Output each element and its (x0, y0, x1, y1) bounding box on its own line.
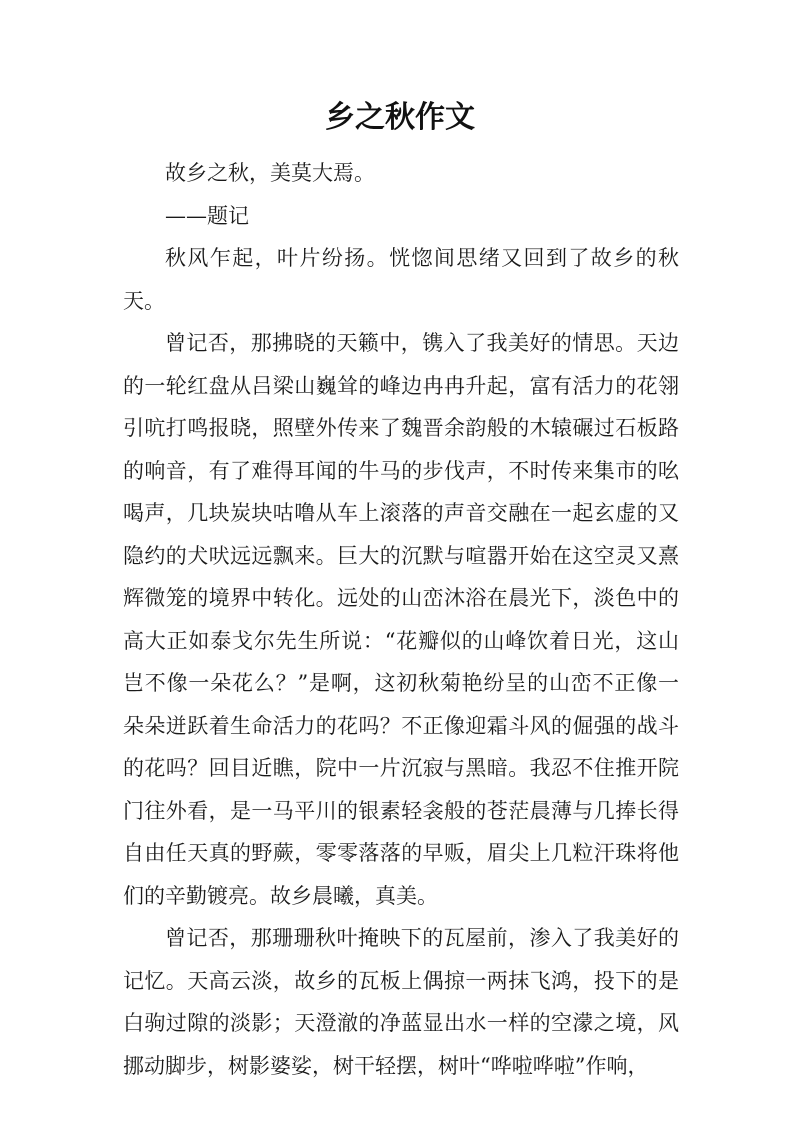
paragraph-epigraph: 故乡之秋，美莫大焉。 (165, 161, 375, 185)
paragraph-epigraph-attribution: ——题记 (165, 203, 249, 228)
document-title: 乡之秋作文 (325, 100, 475, 135)
paragraph-dawn: 曾记否，那拂晓的天籁中，镌入了我美好的情思。天边的一轮红盘从吕梁山巍耸的峰边冉冉升起，富有活力的花翎引吭打鸣报晓，照壁外传来了魏晋余韵般的木辕碾过石板路的响音，有了难得耳闻的牛马的步伐声，不时传来集市的吆喝声，几块炭块咕噜从车上滚落的声音交融在一起玄虚的又隐约的犬吠远远飘来。巨大的沉默与喧嚣开始在这空灵又熹辉微笼的境界中转化。远处的山峦沐浴在晨光下，淡色中的高大正如泰戈尔先生所说：“花瓣似的山峰饮着日光，这山岂不像一朵花么？”是啊，这初秋菊艳纷呈的山峦不正像一朵朵迸跃着生命活力的花吗？不正像迎霜斗风的倔强的战斗的花吗？回目近瞧，院中一片沉寂与黑暗。我忍不住推开院门往外看，是一马平川的银素轻衾般的苍茫晨薄与几捧长得自由任天真的野蕨，零零落落的早贩，眉尖上几粒汗珠将他们的辛勤镀亮。故乡晨曦，真美。 (123, 331, 679, 908)
paragraph-intro: 秋风乍起，叶片纷扬。恍惚间思绪又回到了故乡的秋天。 (123, 246, 679, 313)
paragraph-tile-house: 曾记否，那珊珊秋叶掩映下的瓦屋前，渗入了我美好的记忆。天高云淡，故乡的瓦板上偶掠一两抹飞鸿，投下的是白驹过隙的淡影；天澄澈的净蓝显出水一样的空濛之境，风挪动脚步，树影婆娑，树干轻摆，树叶“哗啦哗啦”作响， (123, 926, 679, 1078)
document-body (123, 152, 679, 1087)
